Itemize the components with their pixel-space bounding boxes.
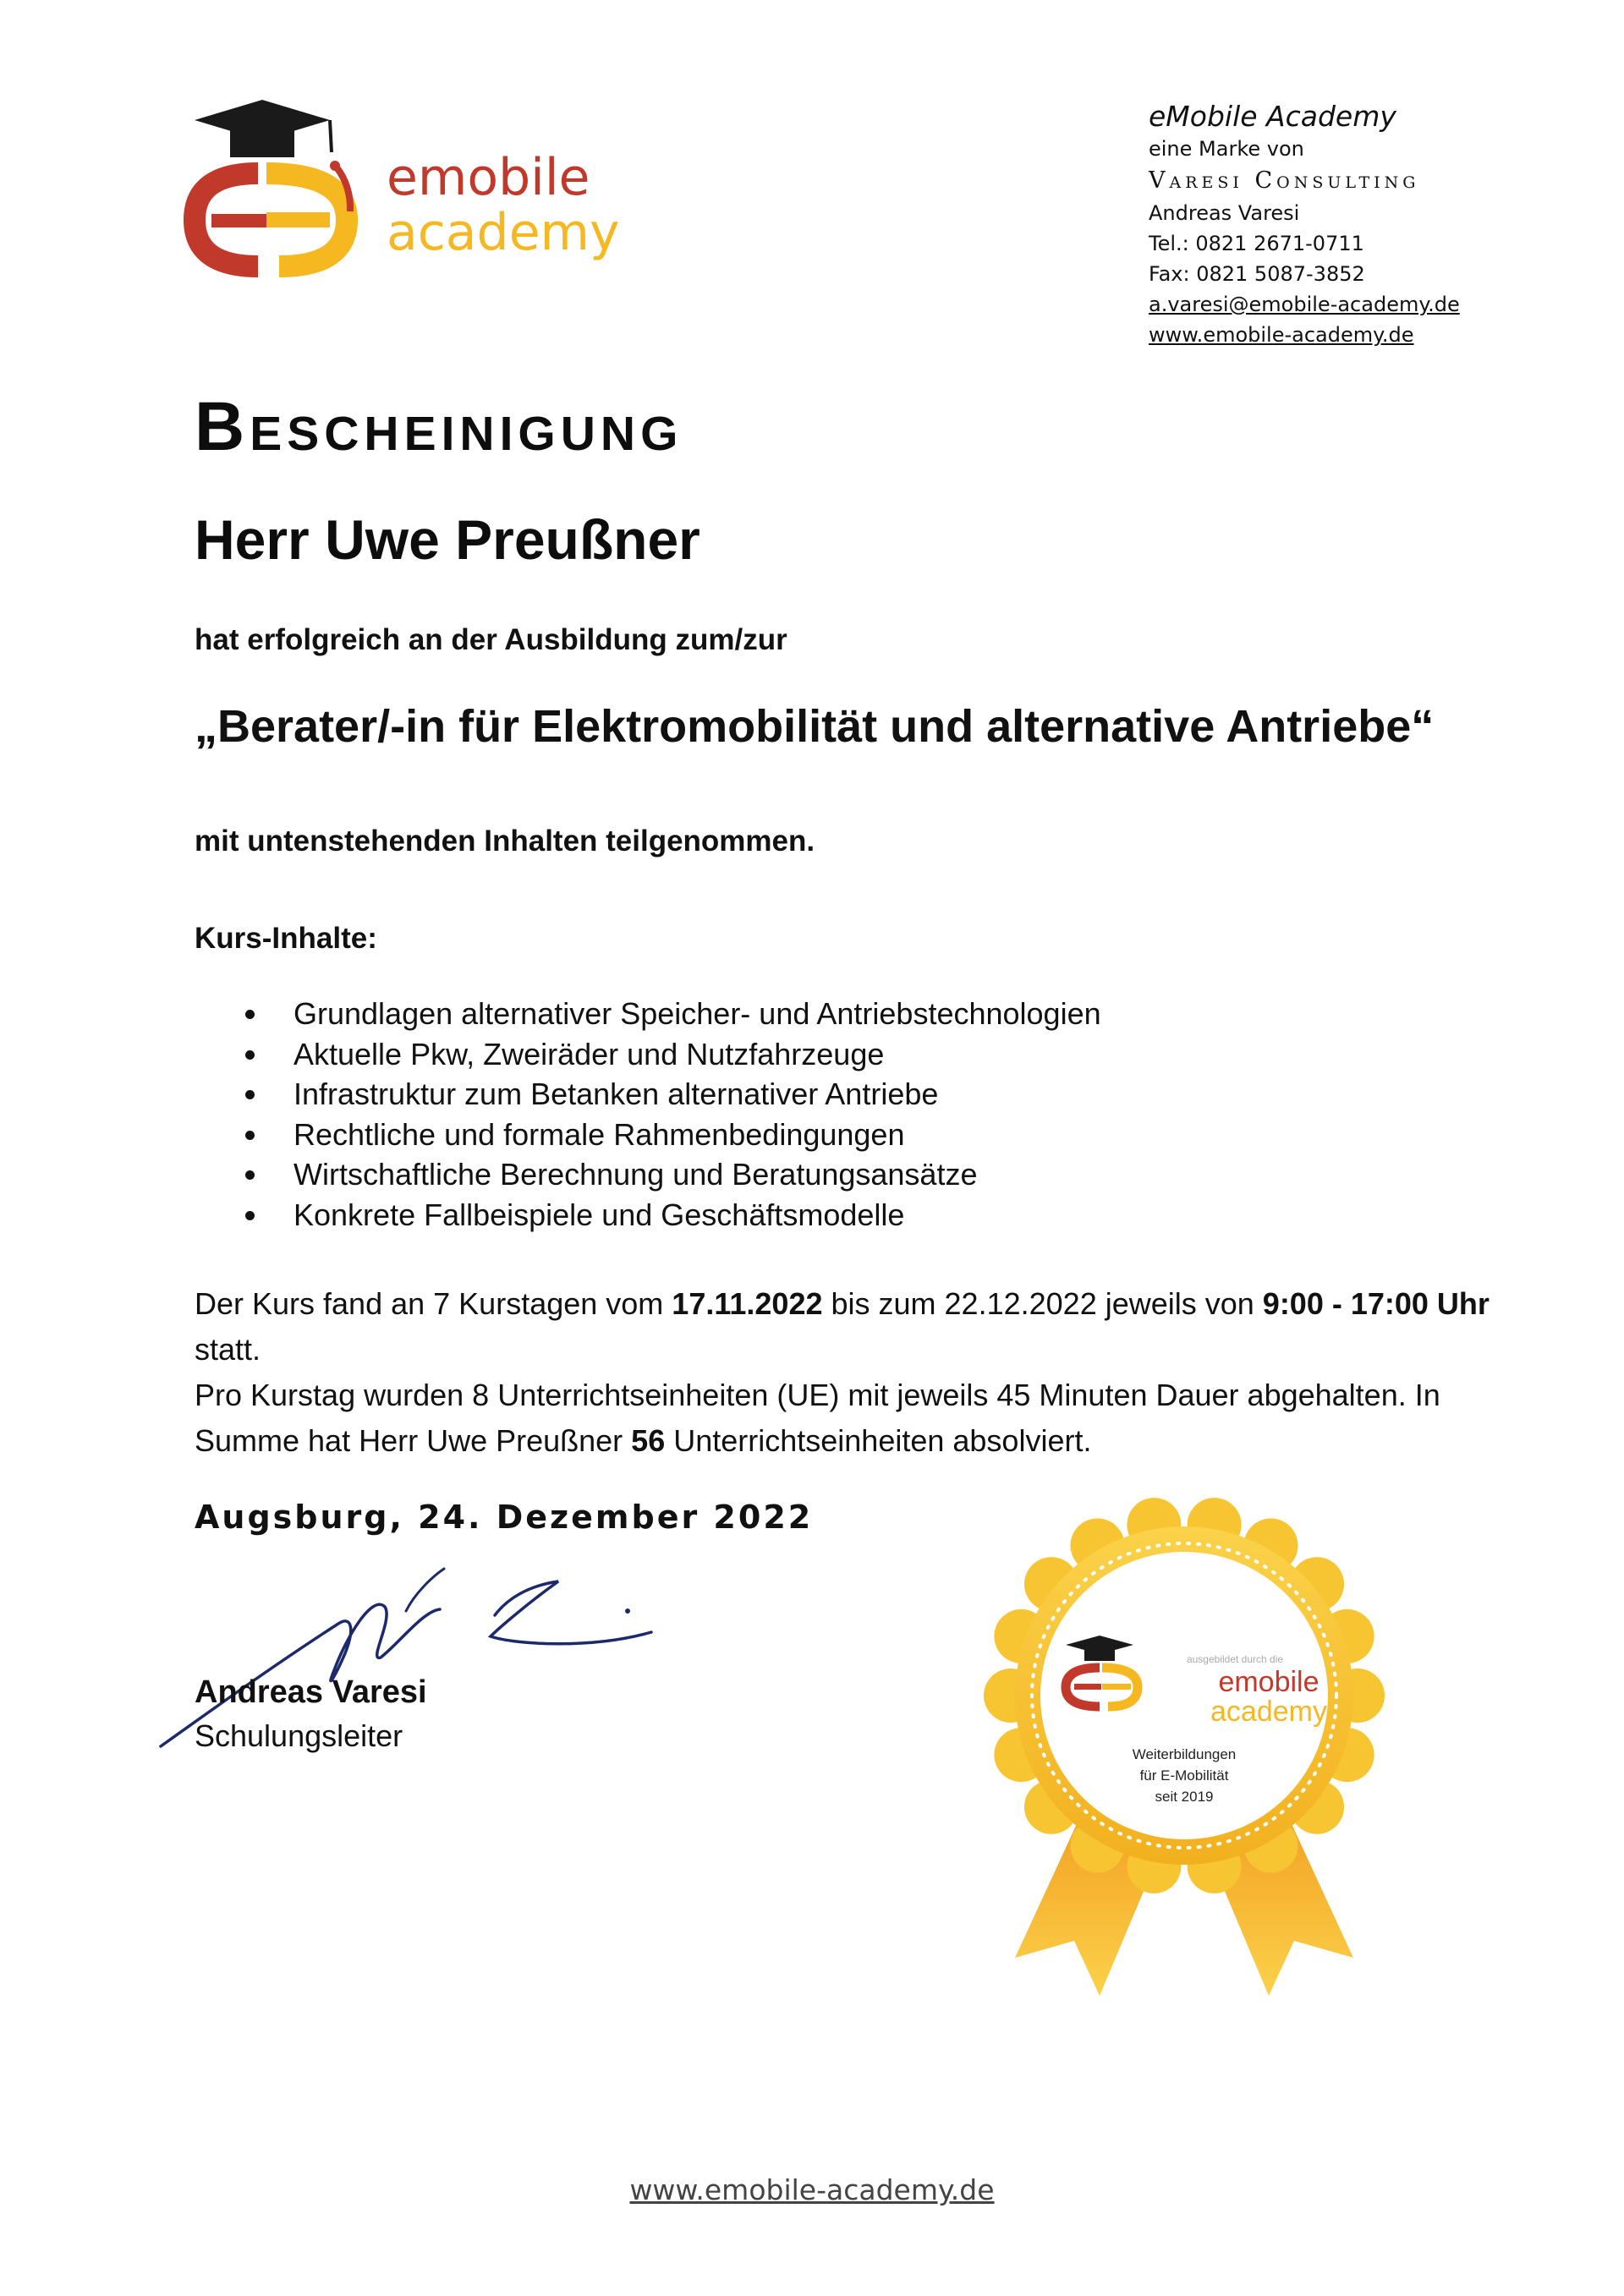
outro-text: mit untenstehenden Inhalten teilgenommen. xyxy=(195,825,815,858)
contact-person: Andreas Varesi xyxy=(1149,201,1300,225)
seal-text-2: für E-Mobilität xyxy=(1139,1767,1229,1784)
signer-role: Schulungsleiter xyxy=(195,1718,403,1753)
contact-phone: Tel.: 0821 2671-0711 xyxy=(1149,232,1364,255)
start-date: 17.11.2022 xyxy=(672,1286,823,1321)
certificate-title: Bescheinigung xyxy=(195,388,683,465)
seal-text-3: seit 2019 xyxy=(1155,1789,1214,1805)
list-item xyxy=(245,1074,1101,1115)
logo-text-emobile: emobile xyxy=(387,148,590,207)
topic-text: Infrastruktur zum Betanken alternativer Antriebe xyxy=(294,1077,939,1111)
summary-text: Der Kurs fand an 7 Kurstagen vom xyxy=(195,1286,672,1321)
list-item xyxy=(245,1115,1101,1155)
topics-list xyxy=(245,994,1101,1235)
topic-text: Wirtschaftliche Berechnung und Beratungsansätze xyxy=(294,1157,978,1192)
summary-line-2: Pro Kurstag wurden 8 Unterrichtseinheiten (UE) mit jeweils 45 Minuten Dauer abgehalten. In xyxy=(195,1378,1440,1412)
list-item xyxy=(245,1154,1101,1195)
logo-ea-mark-icon xyxy=(178,93,381,279)
course-summary xyxy=(195,1281,1531,1464)
intro-text: hat erfolgreich an der Ausbildung zum/zur xyxy=(195,623,787,656)
bullet-icon xyxy=(245,1211,255,1220)
bullet-icon xyxy=(245,1010,255,1019)
bullet-icon xyxy=(245,1170,255,1180)
seal-text-1: Weiterbildungen xyxy=(1132,1746,1237,1762)
contact-company: Varesi Consulting xyxy=(1149,167,1420,194)
bullet-icon xyxy=(245,1050,255,1060)
seal-brand-line2: academy xyxy=(1210,1696,1327,1728)
topic-text: Grundlagen alternativer Speicher- und Antriebstechnologien xyxy=(294,996,1101,1031)
logo-text-academy: academy xyxy=(387,203,620,262)
contents-heading: Kurs-Inhalte: xyxy=(195,922,377,955)
course-time: 9:00 - 17:00 Uhr xyxy=(1262,1286,1490,1321)
bullet-icon xyxy=(245,1090,255,1099)
contact-brand: eMobile Academy xyxy=(1149,100,1396,133)
topic-text: Konkrete Fallbeispiele und Geschäftsmodelle xyxy=(294,1197,905,1232)
summary-text: Unterrichtseinheiten absolviert. xyxy=(665,1423,1092,1458)
contact-website-link[interactable]: www.emobile-academy.de xyxy=(1149,323,1414,347)
summary-line-3 xyxy=(195,1418,1531,1464)
list-item xyxy=(245,1195,1101,1236)
seal-caption: ausgebildet durch die xyxy=(1186,1653,1284,1665)
place-and-date: Augsburg, 24. Dezember 2022 xyxy=(195,1499,814,1536)
summary-text: bis zum 22.12.2022 jeweils von xyxy=(822,1286,1263,1321)
bullet-icon xyxy=(245,1131,255,1140)
list-item xyxy=(245,1034,1101,1075)
seal-brand-line1: emobile xyxy=(1218,1666,1320,1698)
contact-fax: Fax: 0821 5087-3852 xyxy=(1149,262,1365,286)
recipient-name: Herr Uwe Preußner xyxy=(195,508,700,571)
total-units: 56 xyxy=(631,1423,666,1458)
footer-website-link[interactable]: www.emobile-academy.de xyxy=(629,2173,995,2206)
contact-block xyxy=(1149,100,1588,350)
list-item xyxy=(245,994,1101,1034)
contact-email-link[interactable]: a.varesi@emobile-academy.de xyxy=(1149,293,1460,316)
seal-badge xyxy=(981,1488,1387,2013)
summary-text: Summe hat Herr Uwe Preußner xyxy=(195,1423,632,1458)
summary-line-1 xyxy=(195,1281,1531,1373)
emobile-academy-logo xyxy=(178,93,620,279)
topic-text: Rechtliche und formale Rahmenbedingungen xyxy=(294,1116,905,1152)
course-name: „Berater/-in für Elektromobilität und alternative Antriebe“ xyxy=(195,701,1435,752)
contact-tagline: eine Marke von xyxy=(1149,137,1304,161)
signer-name: Andreas Varesi xyxy=(195,1674,427,1710)
summary-text: statt. xyxy=(195,1332,261,1367)
topic-text: Aktuelle Pkw, Zweiräder und Nutzfahrzeuge xyxy=(294,1036,885,1071)
